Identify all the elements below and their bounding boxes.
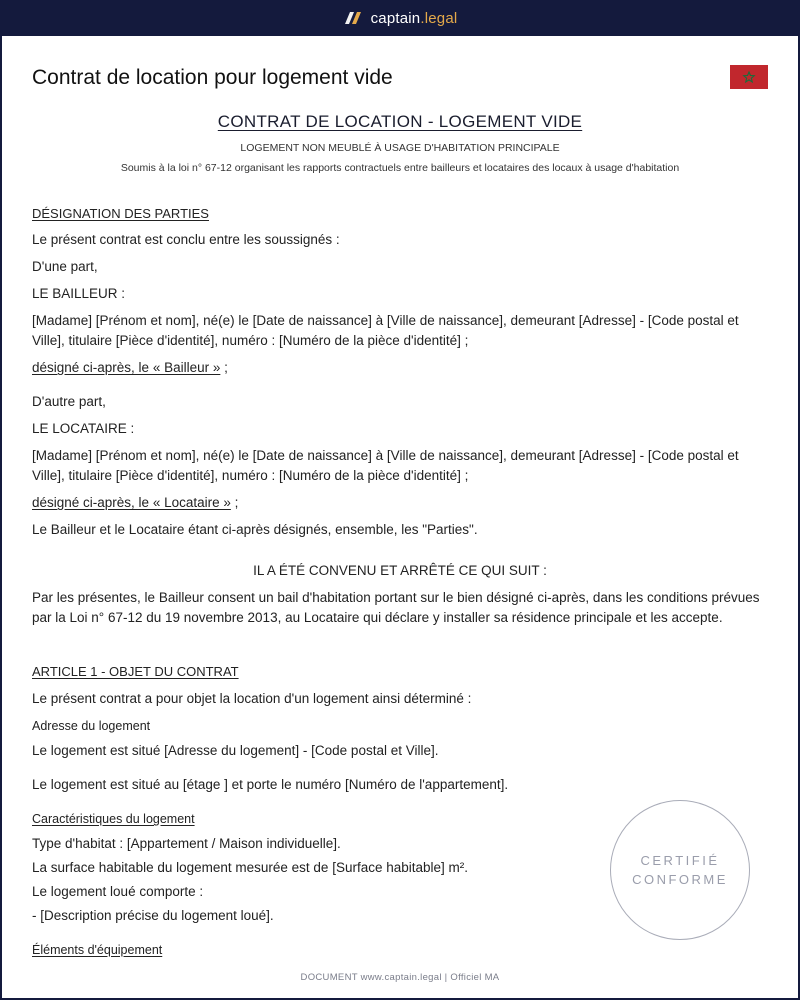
convenu-heading: IL A ÉTÉ CONVENU ET ARRÊTÉ CE QUI SUIT : bbox=[253, 563, 547, 578]
part-two-text: D'autre part, bbox=[32, 394, 106, 409]
brand-name: captain bbox=[370, 9, 421, 27]
brand-logo[interactable] bbox=[343, 10, 458, 27]
morocco-flag-icon bbox=[730, 65, 768, 89]
bailleur-details: [Madame] [Prénom et nom], né(e) le [Date de naissance] à [Ville de naissance], demeurant [Adresse] - [Code postal et Ville], titulaire [Pièce d'identité], numéro : [Numéro de la pièce d'identité] ; bbox=[32, 313, 739, 348]
habitat-type: Type d'habitat : [Appartement / Maison individuelle]. bbox=[32, 836, 341, 851]
address-heading: Adresse du logement bbox=[32, 719, 151, 733]
parties-sentence: Le Bailleur et le Locataire étant ci-après désignés, ensemble, les "Parties". bbox=[32, 522, 478, 537]
page-title: Contrat de location pour logement vide bbox=[32, 66, 393, 89]
contract-subtitle: LOGEMENT NON MEUBLÉ À USAGE D'HABITATION PRINCIPALE bbox=[240, 142, 560, 154]
locataire-label: LE LOCATAIRE : bbox=[32, 421, 135, 436]
contract-main-title: CONTRAT DE LOCATION - LOGEMENT VIDE bbox=[217, 112, 583, 131]
brand-tld: .legal bbox=[420, 9, 458, 27]
footer-text: DOCUMENT www.captain.legal | Officiel MA bbox=[300, 972, 500, 983]
equipment-heading: Éléments d'équipement bbox=[32, 943, 163, 957]
floor-text: Le logement est situé au [étage ] et porte le numéro [Numéro de l'appartement]. bbox=[32, 777, 509, 792]
star-icon bbox=[743, 71, 755, 83]
top-bar bbox=[0, 0, 800, 36]
surface-text: La surface habitable du logement mesurée est de [Surface habitable] m². bbox=[32, 860, 469, 875]
article-1-intro: Le présent contrat a pour objet la location d'un logement ainsi déterminé : bbox=[32, 691, 472, 706]
bailleur-designation: désigné ci-après, le « Bailleur » ; bbox=[32, 360, 228, 375]
intro-text: Le présent contrat est conclu entre les soussignés : bbox=[32, 232, 340, 247]
characteristics-heading: Caractéristiques du logement bbox=[32, 812, 195, 826]
description-text: - [Description précise du logement loué]. bbox=[32, 908, 274, 923]
captain-logo-icon bbox=[343, 10, 363, 26]
article-1-heading: ARTICLE 1 - OBJET DU CONTRAT bbox=[32, 664, 239, 679]
comporte-text: Le logement loué comporte : bbox=[32, 884, 204, 899]
locataire-designation: désigné ci-après, le « Locataire » ; bbox=[32, 495, 239, 510]
part-one-text: D'une part, bbox=[32, 259, 98, 274]
law-reference: Soumis à la loi n° 67-12 organisant les rapports contractuels entre bailleurs et locataires des locaux à usage d'habitation bbox=[120, 162, 680, 174]
section-heading-parties: DÉSIGNATION DES PARTIES bbox=[32, 206, 209, 221]
presentes-paragraph: Par les présentes, le Bailleur consent un bail d'habitation portant sur le bien désigné ci-après, dans les conditions prévues par la Loi n° 67-12 du 19 novembre 2013, au Locataire qui déclare y installer sa résidence principale et les accepte. bbox=[32, 590, 760, 625]
address-text: Le logement est situé [Adresse du logement] - [Code postal et Ville]. bbox=[32, 743, 439, 758]
document-body bbox=[32, 36, 768, 957]
locataire-details: [Madame] [Prénom et nom], né(e) le [Date de naissance] à [Ville de naissance], demeurant [Adresse] - [Code postal et Ville], titulaire [Pièce d'identité], numéro : [Numéro de la pièce d'identité] ; bbox=[32, 448, 739, 483]
certified-stamp: CERTIFIÉ CONFORME bbox=[610, 800, 750, 940]
bailleur-label: LE BAILLEUR : bbox=[32, 286, 126, 301]
